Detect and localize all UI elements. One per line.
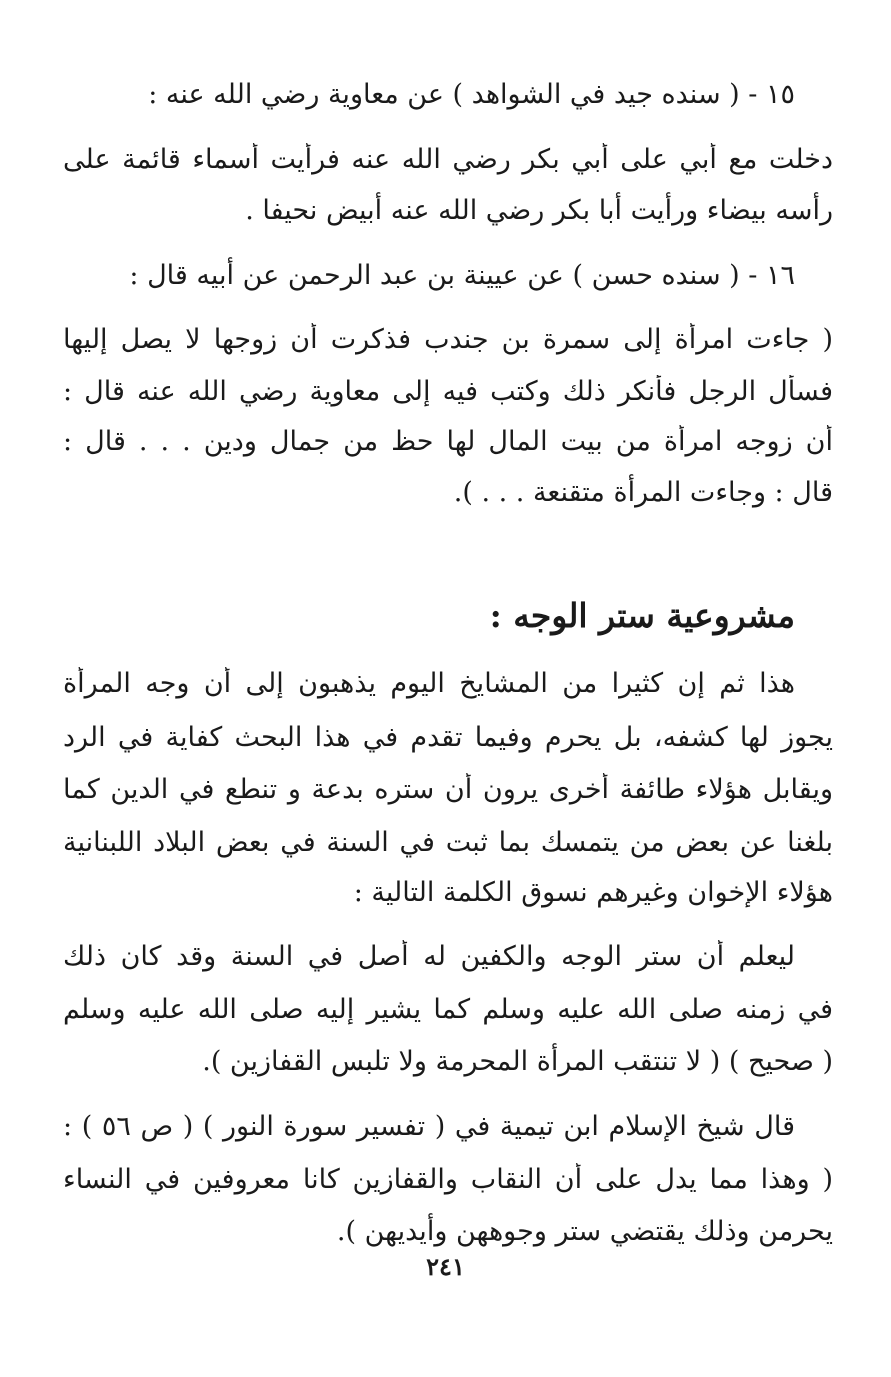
paragraph-1-line-5: هؤلاء الإخوان وغيرهم نسوق الكلمة التالية :: [353, 877, 833, 908]
paragraph-3-line-2: ( وهذا مما يدل على أن النقاب والقفازين كانا معروفين في النساء: [63, 1164, 833, 1195]
hadith-15-text-line-2: رأسه بيضاء ورأيت أبا بكر رضي الله عنه أبيض نحيفا .: [245, 195, 833, 226]
paragraph-1-line-2: يجوز لها كشفه، بل يحرم وفيما تقدم في هذا البحث كفاية في الرد: [63, 722, 833, 753]
page-number: ٢٤١: [426, 1252, 465, 1281]
section-title: مشروعية ستر الوجه :: [489, 596, 795, 635]
paragraph-2-line-1: ليعلم أن ستر الوجه والكفين له أصل في السنة وقد كان ذلك: [63, 941, 795, 972]
paragraph-1-line-4: بلغنا عن بعض من يتمسك بما ثبت في السنة في بعض البلاد اللبنانية: [63, 827, 833, 858]
hadith-15-text-line-1: دخلت مع أبي على أبي بكر رضي الله عنه فرأيت أسماء قائمة على: [63, 144, 833, 175]
hadith-16-header: ١٦ - ( سنده حسن ) عن عيينة بن عبد الرحمن عن أبيه قال :: [129, 260, 795, 291]
paragraph-3-line-1: قال شيخ الإسلام ابن تيمية في ( تفسير سورة النور ) ( ص ٥٦ ) :: [63, 1111, 795, 1142]
hadith-16-text-line-3: أن زوجه امرأة من بيت المال لها حظ من جمال ودين . . . قال :: [63, 426, 833, 457]
paragraph-3-line-3: يحرمن وذلك يقتضي ستر وجوههن وأيديهن ).: [336, 1216, 833, 1247]
paragraph-2-line-2: في زمنه صلى الله عليه وسلم كما يشير إليه صلى الله عليه وسلم: [63, 994, 833, 1025]
paragraph-1-line-3: ويقابل هؤلاء طائفة أخرى يرون أن ستره بدعة و تنطع في الدين كما: [63, 774, 833, 805]
paragraph-2-line-3: ( صحيح ) ( لا تنتقب المرأة المحرمة ولا تلبس القفازين ).: [202, 1046, 833, 1077]
hadith-16-text-line-1: ( جاءت امرأة إلى سمرة بن جندب فذكرت أن زوجها لا يصل إليها: [63, 324, 833, 355]
hadith-16-text-line-2: فسأل الرجل فأنكر ذلك وكتب فيه إلى معاوية رضي الله عنه قال :: [63, 376, 833, 407]
hadith-16-text-line-4: قال : وجاءت المرأة متقنعة . . . ).: [453, 477, 833, 508]
paragraph-1-line-1: هذا ثم إن كثيرا من المشايخ اليوم يذهبون إلى أن وجه المرأة: [63, 668, 795, 699]
hadith-15-header: ١٥ - ( سنده جيد في الشواهد ) عن معاوية رضي الله عنه :: [148, 79, 795, 110]
